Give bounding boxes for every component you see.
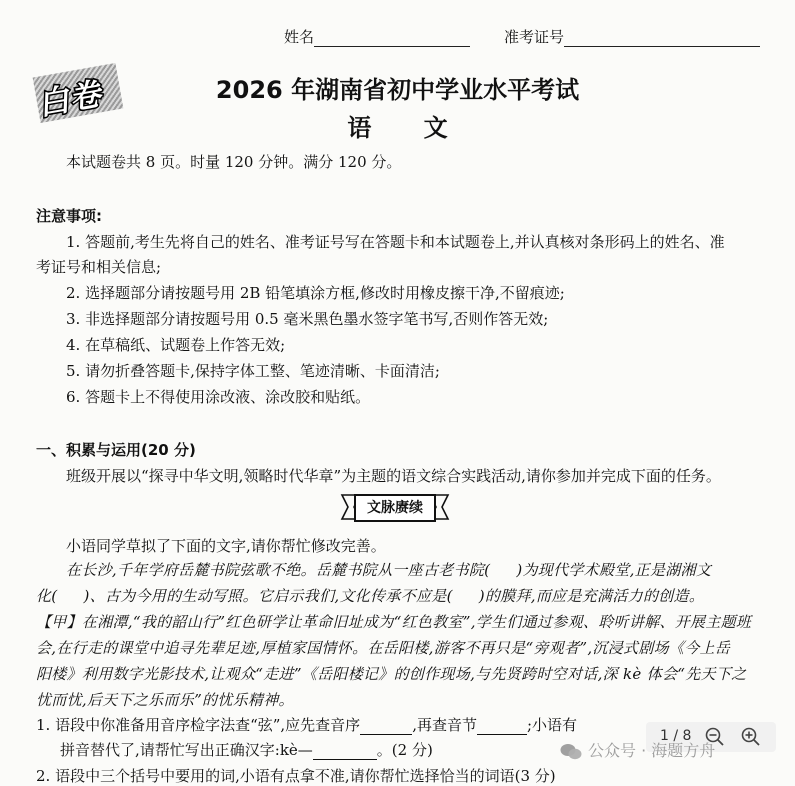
exam-id-blank [564, 28, 760, 47]
note-item: 1. 答题前,考生先将自己的姓名、准考证号写在答题卡和本试题卷上,并认真核对条形码上的姓名、准 [66, 233, 725, 251]
question-text: 拼音替代了,请帮忙写出正确汉字:kè— [60, 741, 313, 759]
answer-blank [360, 734, 412, 735]
task-lead: 小语同学草拟了下面的文字,请你帮忙修改完善。 [66, 537, 386, 555]
question-text: ,再查音节 [412, 716, 477, 734]
question-1-line-1 [36, 715, 577, 735]
page-indicator: 1 / 8 [660, 728, 692, 744]
passage-line-1 [66, 557, 711, 583]
note-item: 4. 在草稿纸、试题卷上作答无效; [66, 336, 286, 354]
passage-text: 化( [36, 587, 58, 605]
task-banner [340, 492, 450, 522]
name-blank [314, 28, 470, 47]
note-item: 5. 请勿折叠答题卡,保持字体工整、笔迹清晰、卡面清洁; [66, 362, 440, 380]
stamp-text: 白卷 [40, 75, 105, 124]
exam-title: 2026 年湖南省初中学业水平考试 [215, 76, 580, 104]
name-field [284, 26, 470, 47]
question-text: 1. 语段中你准备用音序检字法查“弦”,应先查音序 [36, 716, 361, 734]
note-item: 考证号和相关信息; [36, 258, 162, 276]
passage-text: )、古为今用的生动写照。它启示我们,文化传承不应是( [83, 587, 453, 605]
note-item: 2. 选择题部分请按题号用 2B 铅笔填涂方框,修改时用橡皮擦干净,不留痕迹; [66, 284, 565, 302]
subject-title: 语 文 [347, 114, 470, 142]
question-1-line-2 [60, 740, 433, 760]
passage-line-2 [36, 583, 704, 609]
section-intro: 班级开展以“探寻中华文明,领略时代华章”为主题的语文综合实践活动,请你参加并完成下面的任务。 [66, 467, 721, 485]
passage-line-4: 会,在行走的课堂中追寻先辈足迹,厚植家国情怀。在岳阳楼,游客不再只是“旁观者”,沉浸式剧场《今上岳 [36, 639, 731, 657]
question-2: 2. 语段中三个括号中要用的词,小语有点拿不准,请你帮忙选择恰当的词语(3 分) [36, 767, 556, 785]
passage-text: 在长沙,千年学府岳麓书院弦歌不绝。岳麓书院从一座古老书院( [66, 561, 491, 579]
watermark-text: 公众号 · 海题方舟 [588, 741, 716, 760]
watermark [560, 738, 715, 761]
wechat-icon [560, 743, 582, 761]
passage-text: )为现代学术殿堂,正是湖湘文 [516, 561, 712, 579]
exam-info: 本试题卷共 8 页。时量 120 分钟。满分 120 分。 [66, 153, 402, 171]
question-text: 。(2 分) [376, 741, 433, 759]
exam-id-label: 准考证号 [504, 28, 565, 46]
question-text: ;小语有 [526, 716, 578, 734]
notes-heading: 注意事项: [36, 207, 102, 225]
passage-text: )的膜拜,而应是充满活力的创造。 [478, 587, 705, 605]
answer-blank [313, 759, 377, 760]
name-label: 姓名 [284, 28, 315, 46]
note-item: 6. 答题卡上不得使用涂改液、涂改胶和贴纸。 [66, 388, 371, 406]
zoom-in-icon[interactable] [740, 726, 762, 748]
banner-label: 文脉赓续 [354, 494, 436, 522]
passage-line-3: 【甲】在湘潭,“我的韶山行”红色研学让革命旧址成为“红色教室”,学生们通过参观、聆听讲解、开展主题班 [36, 613, 752, 631]
note-item: 3. 非选择题部分请按题号用 0.5 毫米黑色墨水签字笔书写,否则作答无效; [66, 310, 549, 328]
passage-line-5: 阳楼》利用数字光影技术,让观众“走进”《岳阳楼记》的创作现场,与先贤跨时空对话,深 kè 体会“先天下之 [36, 665, 747, 683]
answer-blank [477, 734, 527, 735]
passage-line-6: 忧而忧,后天下之乐而乐”的忧乐精神。 [36, 691, 294, 709]
section-heading: 一、积累与运用(20 分) [36, 441, 196, 459]
exam-id-field [504, 26, 760, 47]
